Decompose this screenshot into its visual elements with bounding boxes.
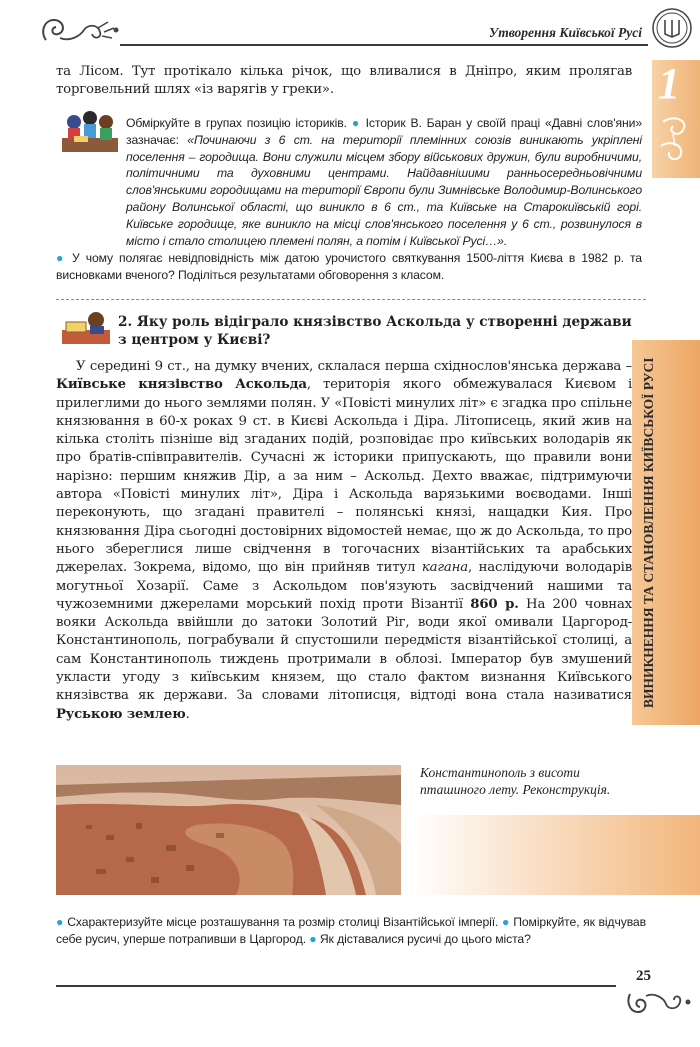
task-2: Поміркуйте, як відчував себе русич, уперше потрапивши в Царгород.: [56, 915, 646, 946]
intro-paragraph: та Лісом. Тут протікало кілька річок, що вливалися в Дніпро, яким пролягав торговельний шлях «із варягів у греки».: [56, 64, 632, 98]
reading-student-icon: [60, 308, 112, 348]
key-date: 860 р.: [470, 596, 519, 612]
body-text: У середині 9 ст., на думку вчених, склалася перша східнослов'янська держава –: [76, 359, 632, 374]
corner-flourish-icon: [624, 988, 696, 1018]
group-task-question: У чому полягає невідповідність між датою урочистого святкування 1500-ліття Києва в 1982 р. та висновками вченого? Поділіться результатами обговорення з класом.: [56, 251, 642, 282]
bullet-icon: ●: [351, 116, 361, 130]
side-flourish-icon: [653, 112, 699, 172]
bullet-icon: ●: [56, 915, 64, 929]
key-term: Київське князівство Аскольда: [56, 377, 307, 393]
corner-flourish-icon: [38, 14, 123, 46]
bullet-icon: ●: [309, 931, 317, 946]
bullet-icon: ●: [56, 251, 66, 265]
task-3: Як діставалися русичі до цього міста?: [319, 931, 531, 946]
bottom-tasks: [56, 914, 646, 948]
page-number: 25: [636, 968, 651, 984]
body-text: , територія якого обмежувалася Києвом і прилеглими до нього землями полян. У «Повісті минулих літ» є згадка про спільне князювання в 60-х роках 9 ст. в Києві Аскольда і Діра. Літописець, який жив на кілька століть пізніше від згаданих подій, розповідає про київських володарів як про братів-співправителів. Сучасні ж історики припускають, що правили вони нарізно: першим княжив Дір, а за ним – Аскольд. Дехто вважає, підтримуючи автора «Повісті минулих літ», Діра і Аскольда варязькими воєводами. Інші переконують, що згадані правителі – полянські князі, нащадки Кия. Про князювання Діра сьогодні достовірних відомостей немає, що ж до Аскольда, то про нього збереглися лише свідчення в тогочасних візантійських та арабських джерелах. Зокрема, відомо, що він прийняв титул: [56, 377, 632, 576]
body-text: , наслідуючи володарів могутньої Хозарії. Саме з Аскольдом пов'язують засвідчений нашими та чужоземними джерелами морський похід проти Візантії: [56, 560, 632, 612]
footer-rule: [56, 985, 616, 987]
key-term-italic: кагана: [421, 560, 468, 576]
group-task-question-block: [56, 250, 642, 284]
historian-quote: «Починаючи з 6 ст. на території племінних союзів виникають укріплені поселення – городища. Вони служили місцем збору військових дружин, були виробничими, політичними та духовними центрами. Найдавнішими ранньосередньовічними слов'янськими городищами на території Європи були Зимнівське Володимир-Волинського району Волинської області, що виникло в 6 ст., та Київське на Старокиївській горі. Київське городище, яке виникло на місці слов'янського поселення у 6 ст., розвинулося в місто і стало столицею племені полян, а потім і Київської Русі…».: [126, 132, 642, 248]
group-task-lead-line: [126, 115, 642, 249]
caption-background: [410, 815, 700, 895]
body-text: .: [185, 706, 190, 722]
section-heading: 2. Яку роль відіграло князівство Аскольда у створенні держави з центром у Києві?: [118, 314, 632, 348]
author-intro: Історик В. Баран у своїй праці «Давні слов'яни» зазначає:: [126, 116, 642, 147]
section-divider: [56, 299, 646, 301]
section-body: [56, 358, 632, 724]
running-title: Утворення Київської Русі: [488, 25, 642, 40]
header-rule: [120, 44, 648, 46]
bullet-icon: ●: [501, 915, 510, 929]
constantinople-image: [56, 765, 401, 895]
emblem-seal-icon: [650, 6, 694, 50]
body-text: На 200 човнах вояки Аскольда ввійшли до затоки Золотий Ріг, води якої омивали Царгород-Константинополь, пограбували й спустошили передмістя візантійської столиці, а сам Константинополь тиждень протримали в облозі. Імператор був змушений укласти угоду з київським князем, що стало фактом визнання Київського князівства як держави. За словами літописця, відтоді вона стала називатися: [56, 596, 632, 704]
group-task-lead: Обміркуйте в групах позицію істориків.: [126, 116, 347, 130]
group-discussion-icon: [60, 108, 120, 156]
task-1: Схарактеризуйте місце розташування та розмір столиці Візантійської імперії.: [67, 915, 499, 929]
figure-caption: Константинополь з висоти пташиного лету. Реконструкція.: [420, 765, 611, 797]
chapter-number: 1: [658, 59, 680, 108]
section-side-label: ВИНИКНЕННЯ ТА СТАНОВЛЕННЯ КИЇВСЬКОЇ РУСІ: [641, 357, 656, 708]
key-term: Руською землею: [56, 706, 186, 722]
